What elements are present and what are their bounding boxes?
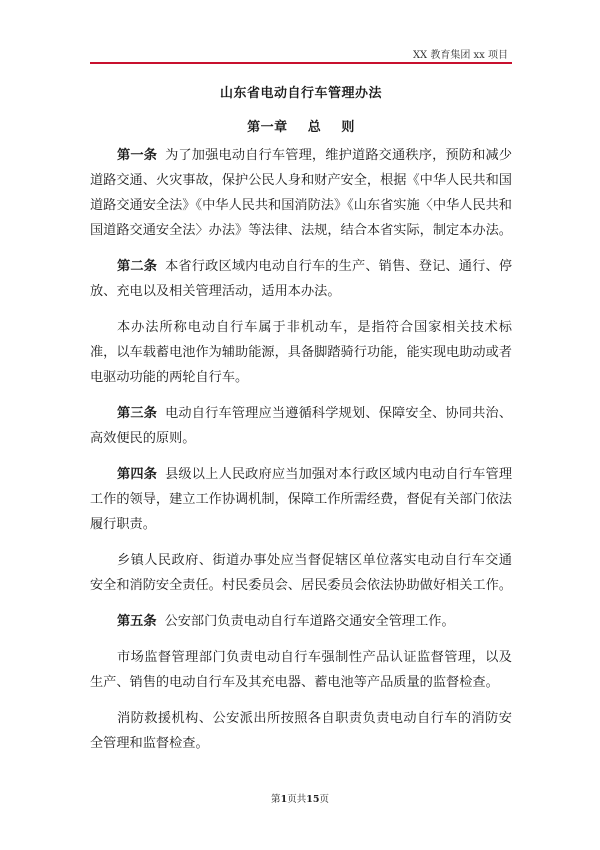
paragraph-text: 市场监督管理部门负责电动自行车强制性产品认证监督管理，以及生产、销售的电动自行车及其充电器、蓄电池等产品质量的监督检查。 <box>90 650 512 690</box>
footer-prefix: 第 <box>271 794 281 805</box>
paragraph-text: 电动自行车管理应当遵循科学规划、保障安全、协同共治、高效便民的原则。 <box>90 406 513 446</box>
article-label: 第三条 <box>117 406 158 421</box>
footer-suffix: 页 <box>319 794 329 805</box>
header-rule <box>90 62 512 64</box>
paragraph-article-1 <box>90 143 512 243</box>
paragraph-article-5-cont-2 <box>90 706 512 756</box>
paragraph-article-4 <box>90 462 512 537</box>
article-label: 第五条 <box>117 614 157 629</box>
paragraph-article-4-cont <box>90 548 512 598</box>
paragraph-article-2-cont <box>90 315 512 390</box>
article-label: 第四条 <box>117 467 158 482</box>
paragraph-text: 乡镇人民政府、街道办事处应当督促辖区单位落实电动自行车交通安全和消防安全责任。村民委员会、居民委员会依法协助做好相关工作。 <box>90 553 512 593</box>
article-label: 第二条 <box>117 259 158 274</box>
paragraph-article-5 <box>90 609 512 634</box>
chapter-title: 第一章 总 则 <box>247 120 355 135</box>
footer-page-total: 15 <box>306 794 320 805</box>
paragraph-text: 消防救援机构、公安派出所按照各自职责负责电动自行车的消防安全管理和监督检查。 <box>90 711 512 751</box>
paragraph-text: 县级以上人民政府应当加强对本行政区域内电动自行车管理工作的领导，建立工作协调机制，保障工作所需经费，督促有关部门依法履行职责。 <box>90 467 513 532</box>
paragraph-article-5-cont-1 <box>90 645 512 695</box>
paragraph-text: 本办法所称电动自行车属于非机动车，是指符合国家相关技术标准，以车载蓄电池作为辅助能源，具备脚踏骑行功能，能实现电助动或者电驱动功能的两轮自行车。 <box>90 320 512 385</box>
page-header-text: XX 教育集团 xx 项目 <box>412 50 508 61</box>
paragraph-text: 本省行政区域内电动自行车的生产、销售、登记、通行、停放、充电以及相关管理活动，适用本办法。 <box>90 259 513 299</box>
footer-page-current: 1 <box>280 794 288 805</box>
paragraph-article-3 <box>90 401 512 451</box>
paragraph-text: 为了加强电动自行车管理，维护道路交通秩序，预防和减少道路交通、火灾事故，保护公民人身和财产安全，根据《中华人民共和国道路交通安全法》《中华人民共和国消防法》《山东省实施〈中华人民共和国道路交通安全法〉办法》等法律、法规，结合本省实际，制定本办法。 <box>90 148 513 238</box>
document-body <box>90 143 512 767</box>
article-label: 第一条 <box>117 148 158 163</box>
document-title: 山东省电动自行车管理办法 <box>219 86 382 101</box>
page-footer <box>0 791 600 805</box>
paragraph-text: 公安部门负责电动自行车道路交通安全管理工作。 <box>164 614 455 629</box>
paragraph-article-2 <box>90 254 512 304</box>
footer-middle: 页共 <box>287 794 307 805</box>
